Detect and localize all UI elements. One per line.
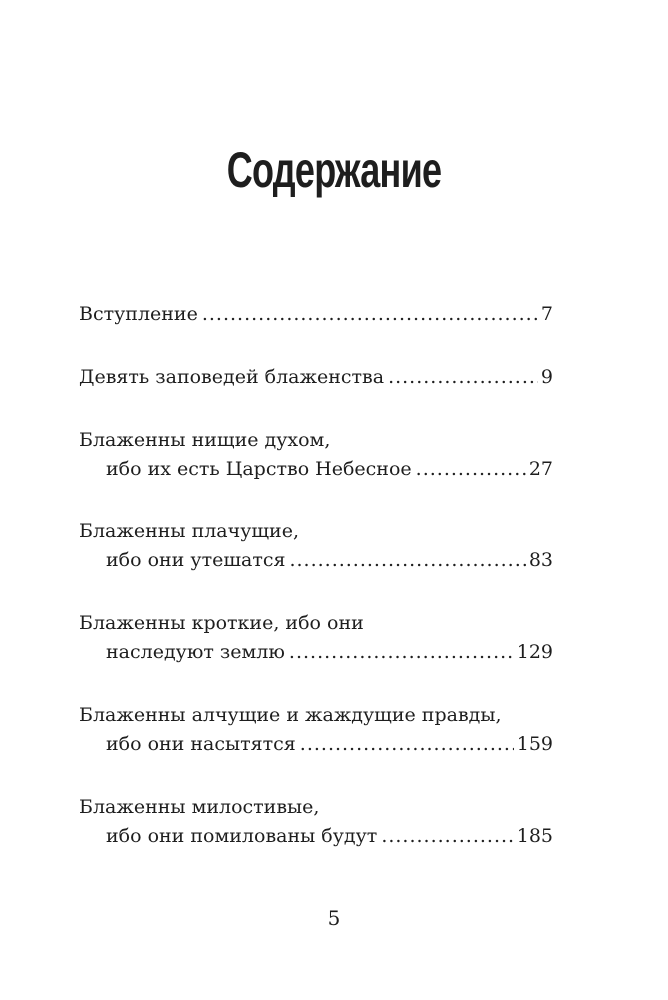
dot-leader [388, 363, 538, 392]
page-title: Содержание [226, 142, 442, 198]
table-of-contents [79, 300, 553, 851]
dot-leader [300, 730, 514, 759]
toc-entry-title: Блаженны кроткие, ибо они [79, 612, 364, 634]
toc-entry [79, 517, 553, 575]
toc-entry [79, 701, 553, 759]
toc-entry [79, 609, 553, 667]
toc-entry-title: Блаженны милостивые, [79, 796, 320, 818]
toc-entry-title: Блаженны нищие духом, [79, 429, 331, 451]
toc-entry-title: Девять заповедей блаженства [79, 366, 385, 388]
toc-entry-subtitle: ибо их есть Царство Небесное [106, 458, 412, 480]
toc-page-number: 129 [516, 641, 553, 663]
toc-page-number: 83 [528, 549, 553, 571]
toc-entry [79, 793, 553, 851]
toc-entry [79, 363, 553, 392]
toc-entry-subtitle: ибо они утешатся [106, 549, 286, 571]
toc-entry [79, 300, 553, 329]
dot-leader [289, 638, 514, 667]
page-number: 5 [327, 906, 341, 930]
toc-page-number: 185 [516, 825, 553, 847]
dot-leader [289, 546, 525, 575]
toc-page-number: 7 [540, 303, 553, 325]
toc-entry-title: Блаженны алчущие и жаждущие правды, [79, 704, 502, 726]
toc-page-number: 159 [516, 733, 553, 755]
toc-page-number: 27 [528, 458, 553, 480]
dot-leader [381, 822, 513, 851]
dot-leader [202, 300, 538, 329]
toc-entry-subtitle: ибо они помилованы будут [106, 825, 378, 847]
toc-entry-title: Вступление [79, 303, 198, 325]
toc-page-number: 9 [540, 366, 553, 388]
dot-leader [416, 455, 526, 484]
toc-entry [79, 426, 553, 484]
toc-entry-subtitle: наследуют землю [106, 641, 285, 663]
toc-entry-subtitle: ибо они насытятся [106, 733, 296, 755]
toc-entry-title: Блаженны плачущие, [79, 520, 299, 542]
